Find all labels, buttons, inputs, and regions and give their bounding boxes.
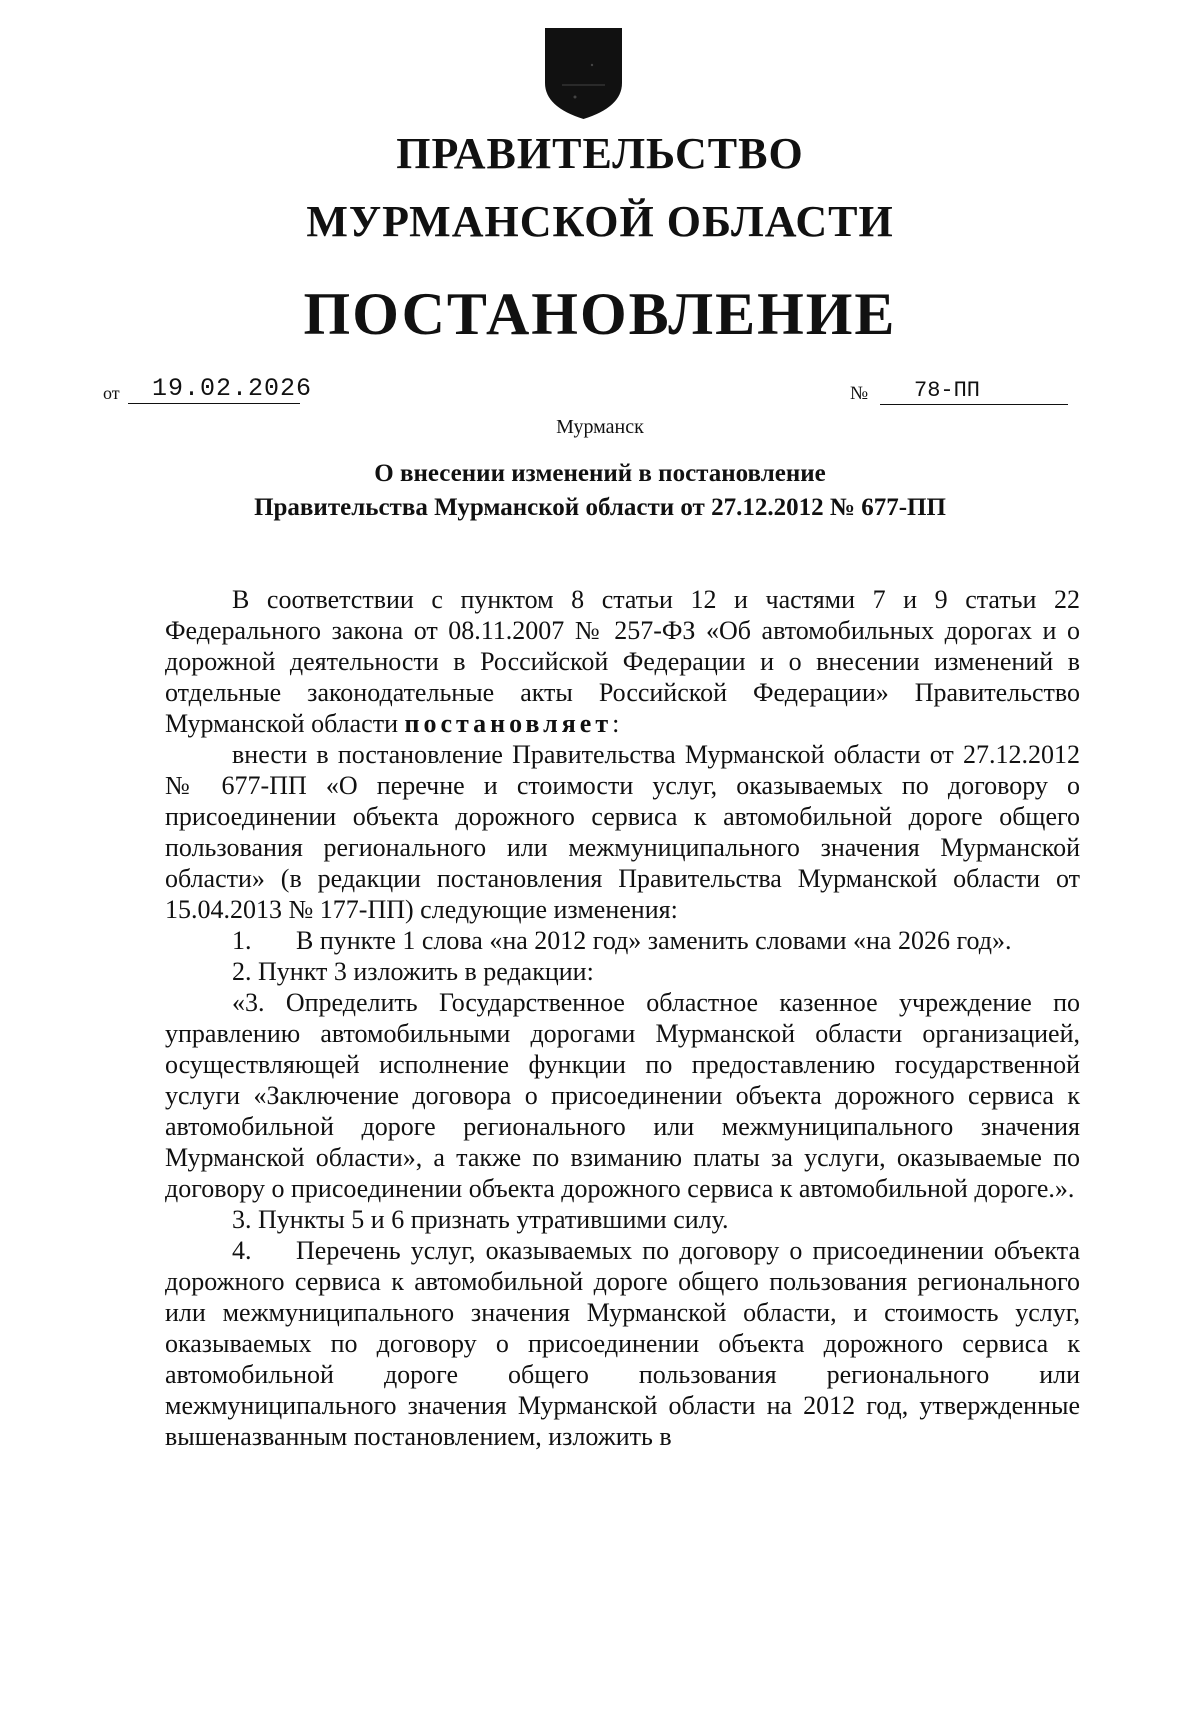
- preamble-paragraph: [165, 584, 1080, 739]
- organization-name-line2: МУРМАНСКОЙ ОБЛАСТИ: [306, 197, 894, 246]
- item-4: [165, 1235, 1080, 1452]
- organization-name-line1: ПРАВИТЕЛЬСТВО: [396, 129, 804, 178]
- item-1-text: В пункте 1 слова «на 2012 год» заменить словами «на 2026 год».: [296, 926, 1012, 955]
- item-2-quote: «3. Определить Государственное областное казенное учреждение по управлению автомобильными дорогами Мурманской области организацией, осуществляющей исполнение функции по предоставлению государственной услуги «Заключение договора о присоединении объекта дорожного сервиса к автомобильной дороге регионального или межмуниципального значения Мурманской области», а также по взиманию платы за услуги, оказываемые по договору о присоединении объекта дорожного сервиса к автомобильной дороге.».: [165, 988, 1080, 1203]
- document-number: 78-ПП: [880, 378, 1068, 405]
- coat-of-arms-emblem: [542, 25, 625, 121]
- item-2: 2. Пункт 3 изложить в редакции:: [232, 957, 594, 986]
- item-4-number: 4.: [232, 1236, 252, 1265]
- date-prefix: от: [103, 383, 120, 403]
- title-line2: Правительства Мурманской области от 27.12.2012 № 677-ПП: [254, 494, 946, 521]
- document-title: [0, 457, 1200, 525]
- intro-paragraph: внести в постановление Правительства Мурманской области от 27.12.2012 № 677-ПП «О перечне и стоимости услуг, оказываемых по договору о присоединении объекта дорожного сервиса к автомобильной дороге общего пользования регионального или межмуниципального значения Мурманской области» (в редакции постановления Правительства Мурманской области от 15.04.2013 № 177-ПП) следующие изменения:: [165, 740, 1080, 924]
- document-date: 19.02.2026: [128, 375, 300, 404]
- item-4-text: Перечень услуг, оказываемых по договору о присоединении объекта дорожного сервиса к автомобильной дороге общего пользования регионального или межмуниципального значения Мурманской области, и стоимость услуг, оказываемых по договору о присоединении объекта дорожного сервиса к автомобильной дороге общего пользования регионального или межмуниципального значения Мурманской области на 2012 год, утвержденные вышеназванным постановлением, изложить в: [165, 1236, 1080, 1451]
- document-body: [165, 584, 1080, 1452]
- document-type: ПОСТАНОВЛЕНИЕ: [303, 281, 897, 347]
- item-1: [165, 925, 1080, 956]
- title-line1: О внесении изменений в постановление: [374, 460, 826, 487]
- decides-word: постановляет: [404, 709, 613, 738]
- preamble-text: В соответствии с пунктом 8 статьи 12 и частями 7 и 9 статьи 22 Федерального закона от 08.11.2007 № 257-ФЗ «Об автомобильных дорогах и о дорожной деятельности в Российской Федерации и о внесении изменений в отдельные законодательные акты Российской Федерации» Правительство Мурманской области: [165, 585, 1080, 738]
- number-prefix: №: [850, 383, 869, 404]
- decides-colon: :: [612, 709, 620, 738]
- item-3: 3. Пункты 5 и 6 признать утратившими силу.: [232, 1205, 729, 1234]
- city-name: Мурманск: [556, 416, 644, 438]
- item-1-number: 1.: [232, 926, 252, 955]
